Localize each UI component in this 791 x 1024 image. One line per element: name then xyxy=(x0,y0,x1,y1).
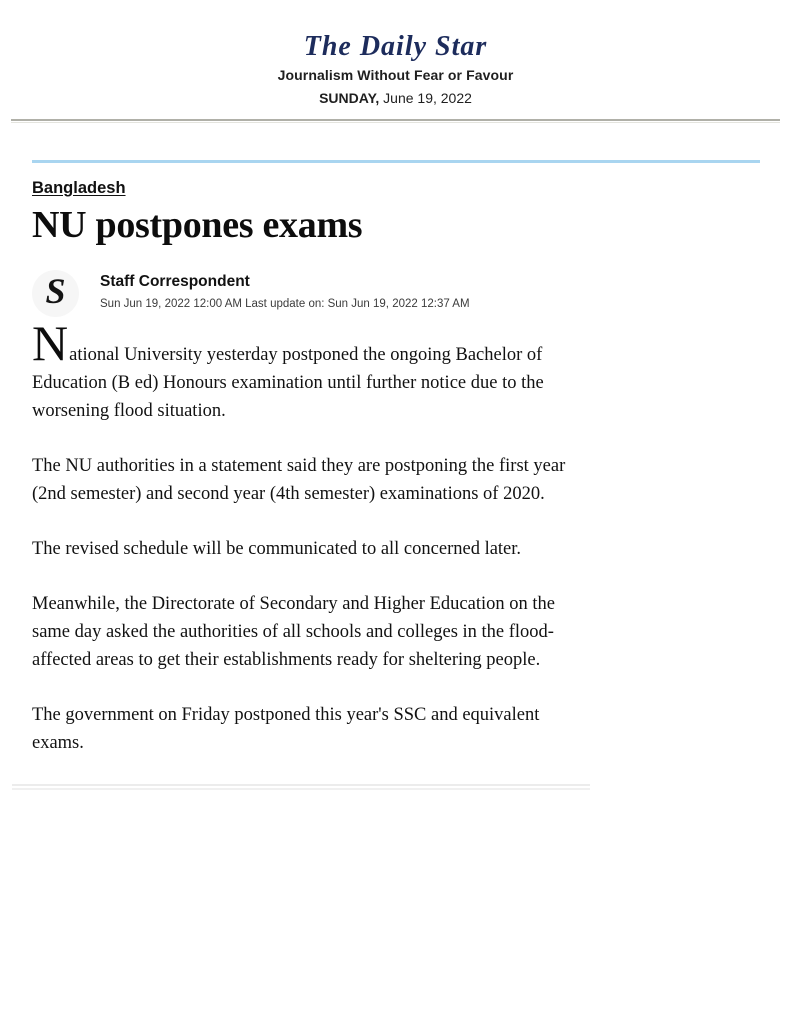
article-paragraph xyxy=(32,314,584,425)
article-paragraph: The government on Friday postponed this year's SSC and equivalent exams. xyxy=(32,704,540,753)
header-divider xyxy=(11,119,780,123)
article-paragraph: Meanwhile, the Directorate of Secondary and Higher Education on the same day asked the authorities of all schools and colleges in the flood-affected areas to get their establishments ready for sheltering people. xyxy=(32,593,555,670)
daily-star-logo[interactable]: The Daily Star xyxy=(303,31,488,62)
dropcap: N xyxy=(32,314,70,371)
author-avatar-initial-icon: S xyxy=(45,271,66,312)
masthead-date xyxy=(0,90,791,106)
masthead-tagline: Journalism Without Fear or Favour xyxy=(277,66,514,83)
byline xyxy=(32,270,760,317)
masthead-date-rest: June 19, 2022 xyxy=(379,89,472,106)
article-headline: NU postpones exams xyxy=(32,203,363,246)
accent-line xyxy=(32,160,760,163)
author-name[interactable]: Staff Correspondent xyxy=(100,272,250,290)
article-end-divider xyxy=(12,784,590,790)
masthead xyxy=(0,0,791,106)
article-paragraph: The revised schedule will be communicated to all concerned later. xyxy=(32,538,522,559)
publish-timestamp: Sun Jun 19, 2022 12:00 AM Last update on: Sun Jun 19, 2022 12:37 AM xyxy=(100,297,470,310)
byline-text xyxy=(100,270,470,310)
category-link-bangladesh[interactable]: Bangladesh xyxy=(32,178,126,197)
article-body xyxy=(32,314,584,757)
lead-paragraph-text: ational University yesterday postponed the ongoing Bachelor of Education (B ed) Honours examination until further notice due to the worsening flood situation. xyxy=(32,344,544,421)
article-page xyxy=(32,160,760,790)
author-avatar xyxy=(32,270,79,317)
masthead-date-day: SUNDAY, xyxy=(319,89,380,106)
article-paragraph: The NU authorities in a statement said they are postponing the first year (2nd semester) and second year (4th semester) examinations of 2020. xyxy=(32,455,566,504)
